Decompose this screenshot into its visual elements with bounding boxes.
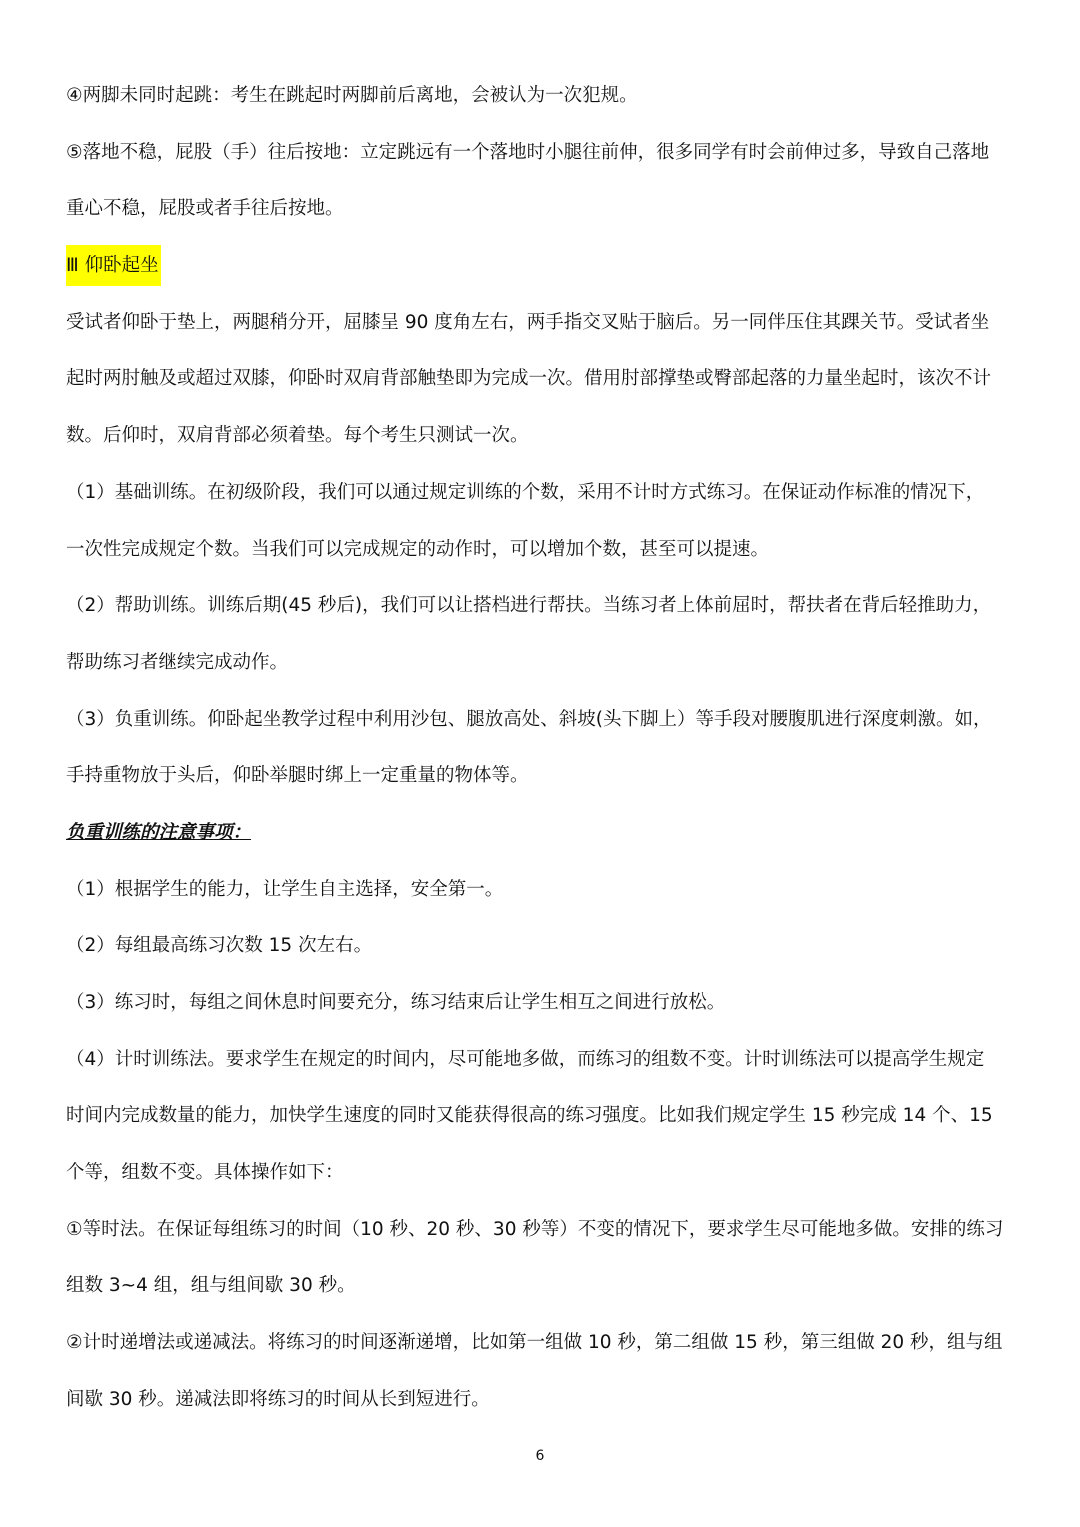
section-heading-line xyxy=(66,238,1018,295)
paragraph-line: （1）基础训练。在初级阶段，我们可以通过规定训练的个数，采用不计时方式练习。在保证动作标准的情况下， xyxy=(66,481,985,503)
paragraph-line: （2）每组最高练习次数 15 次左右。 xyxy=(66,935,373,957)
paragraph-line: 一次性完成规定个数。当我们可以完成规定的动作时，可以增加个数，甚至可以提速。 xyxy=(66,538,770,560)
paragraph-line: 数。后仰时，双肩背部必须着垫。每个考生只测试一次。 xyxy=(66,425,529,447)
paragraph-line: 起时两肘触及或超过双膝，仰卧时双肩背部触垫即为完成一次。借用肘部撑垫或臀部起落的力量坐起时，该次不计 xyxy=(66,368,992,390)
section-heading: Ⅲ 仰卧起坐 xyxy=(66,245,161,286)
paragraph-line: （2）帮助训练。训练后期(45 秒后)，我们可以让搭档进行帮扶。当练习者上体前屈时，帮扶者在背后轻推助力， xyxy=(66,595,992,617)
paragraph-line: 间歇 30 秒。递减法即将练习的时间从长到短进行。 xyxy=(66,1388,490,1410)
paragraph-line: 重心不稳，屁股或者手往后按地。 xyxy=(66,198,344,220)
subheading-line xyxy=(66,805,1018,862)
paragraph-line: （4）计时训练法。要求学生在规定的时间内，尽可能地多做，而练习的组数不变。计时训练法可以提高学生规定 xyxy=(66,1048,985,1070)
paragraph-line: 时间内完成数量的能力，加快学生速度的同时又能获得很高的练习强度。比如我们规定学生 15 秒完成 14 个、15 xyxy=(66,1105,993,1127)
paragraph-line: 帮助练习者继续完成动作。 xyxy=(66,651,289,673)
paragraph-line: ②计时递增法或递减法。将练习的时间逐渐递增，比如第一组做 10 秒，第二组做 15 秒，第三组做 20 秒，组与组 xyxy=(66,1332,1003,1354)
paragraph-line: （3）练习时，每组之间休息时间要充分，练习结束后让学生相互之间进行放松。 xyxy=(66,992,726,1013)
paragraph-line: （1）根据学生的能力，让学生自主选择，安全第一。 xyxy=(66,878,504,900)
paragraph-line: 组数 3~4 组，组与组间歇 30 秒。 xyxy=(66,1275,356,1297)
notes-subheading: 负重训练的注意事项： xyxy=(66,821,252,843)
paragraph-line: ⑤落地不稳，屁股（手）往后按地：立定跳远有一个落地时小腿往前伸，很多同学有时会前伸过多，导致自己落地 xyxy=(66,141,990,163)
paragraph-line: 个等，组数不变。具体操作如下： xyxy=(66,1162,344,1184)
document-body xyxy=(66,68,1018,1429)
page-number: 6 xyxy=(535,1448,545,1464)
paragraph-line: ④两脚未同时起跳：考生在跳起时两脚前后离地，会被认为一次犯规。 xyxy=(66,85,638,106)
paragraph-line: ①等时法。在保证每组练习的时间（10 秒、20 秒、30 秒等）不变的情况下，要求学生尽可能地多做。安排的练习 xyxy=(66,1218,1004,1240)
paragraph-line: 受试者仰卧于垫上，两腿稍分开，屈膝呈 90 度角左右，两手指交叉贴于脑后。另一同伴压住其踝关节。受试者坐 xyxy=(66,311,990,333)
paragraph-line: （3）负重训练。仰卧起坐教学过程中利用沙包、腿放高处、斜坡(头下脚上）等手段对腰腹肌进行深度刺激。如， xyxy=(66,708,992,730)
paragraph-line: 手持重物放于头后，仰卧举腿时绑上一定重量的物体等。 xyxy=(66,765,529,787)
